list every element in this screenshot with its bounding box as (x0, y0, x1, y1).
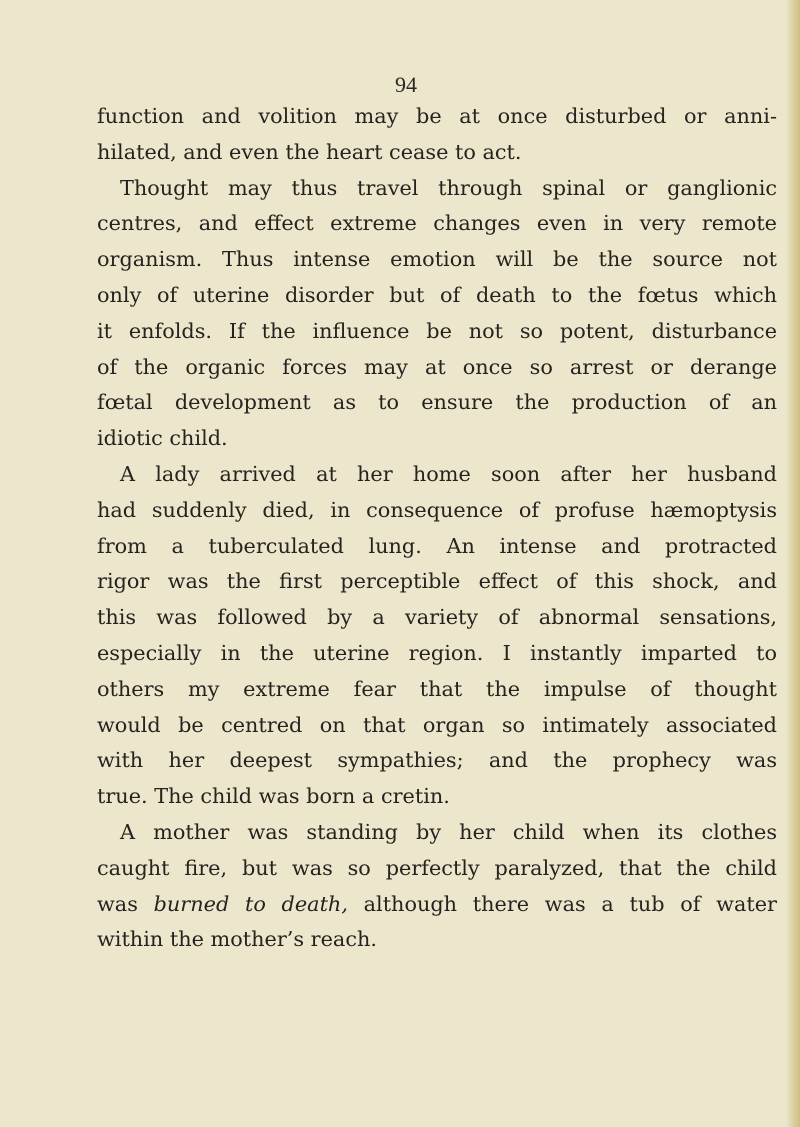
text-line: with her deepest sympathies; and the prophecy was (97, 748, 777, 773)
text-line-mixed (97, 887, 777, 923)
text-line: Thought may thus travel through spinal or ganglionic (120, 175, 777, 200)
text-line: organism. Thus intense emotion will be the source not (97, 247, 777, 272)
italic-phrase: burned to death, (153, 891, 348, 916)
text-line: centres, and effect extreme changes even in very remote (97, 211, 777, 236)
text-line: had suddenly died, in consequence of profuse hæmoptysis (97, 497, 777, 522)
text-line: within the mother’s reach. (97, 927, 377, 952)
page-edge-shadow (786, 0, 800, 1127)
text-line: would be centred on that organ so intimately associated (97, 712, 777, 737)
text-line: of the organic forces may at once so arrest or derange (97, 354, 777, 379)
text-line: function and volition may be at once disturbed or anni- (97, 104, 777, 128)
text-line: only of uterine disorder but of death to the fœtus which (97, 282, 777, 307)
text-line: this was followed by a variety of abnormal sensations, (97, 605, 777, 630)
text-line: A mother was standing by her child when its clothes (120, 819, 777, 844)
text-line: idiotic child. (97, 426, 228, 451)
text-line: from a tuberculated lung. An intense and protracted (97, 533, 777, 558)
text-line: others my extreme fear that the impulse of thought (97, 676, 777, 701)
text-line: fœtal development as to ensure the production of an (97, 390, 777, 415)
text-line: rigor was the first perceptible effect of this shock, and (97, 569, 777, 594)
text-line: especially in the uterine region. I instantly imparted to (97, 640, 777, 665)
text-line: true. The child was born a cretin. (97, 784, 450, 809)
body-text (97, 99, 777, 958)
text-run: although there was a tub of water (347, 891, 777, 916)
text-run: was (97, 891, 154, 916)
text-line: it enfolds. If the influence be not so potent, disturbance (97, 318, 777, 343)
page-number: 94 (395, 72, 417, 97)
text-line: hilated, and even the heart cease to act. (97, 139, 522, 164)
text-line: caught fire, but was so perfectly paralyzed, that the child (97, 855, 777, 880)
text-line: A lady arrived at her home soon after her husband (120, 461, 777, 486)
